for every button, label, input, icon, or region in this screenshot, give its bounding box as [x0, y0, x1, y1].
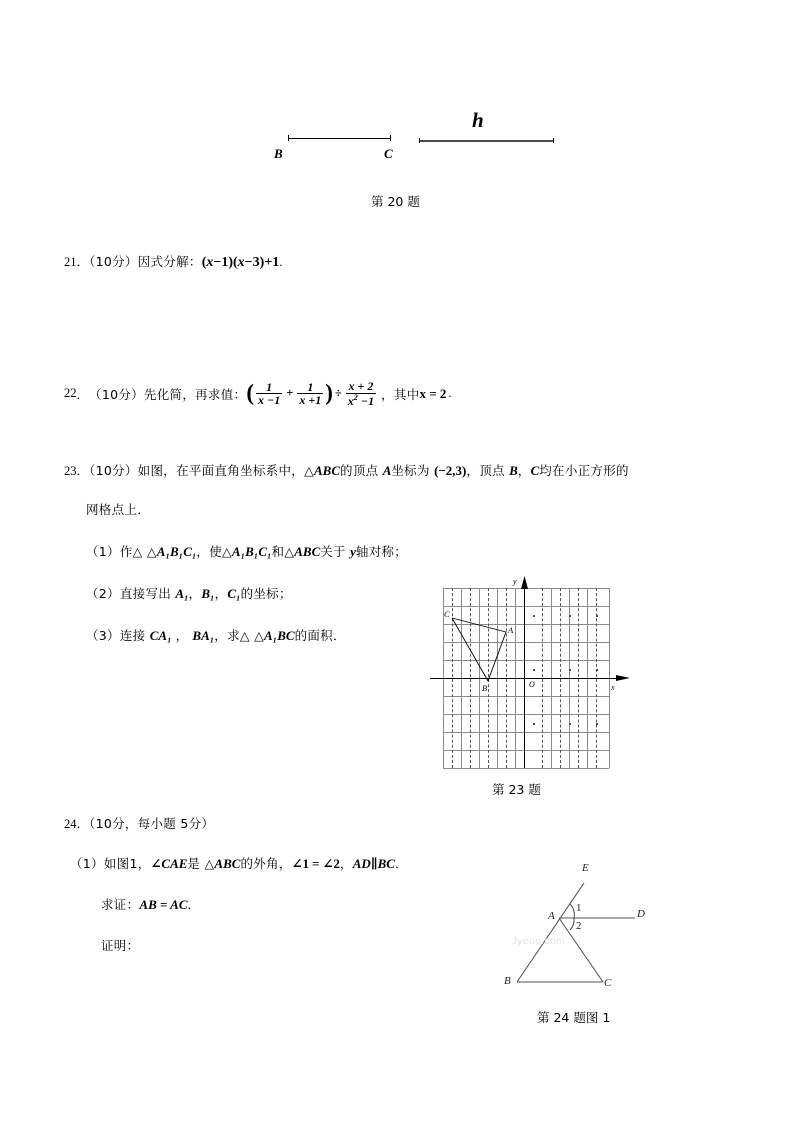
problem-23-line1d: ，顶点: [466, 463, 510, 478]
figure-point-c: C: [444, 609, 450, 619]
problem-23-line1a: 如图，在平面直角坐标系中，: [137, 463, 305, 478]
problem-21: 21．（10分）因式分解：(x−1)(x−3)+1.: [64, 254, 283, 270]
sub3-text-a: 连接: [119, 628, 150, 643]
figure-24-angle-1: 1: [576, 902, 582, 914]
problem-23-line1e: ，: [517, 463, 531, 478]
sub1-text-c: 和△: [271, 544, 295, 559]
expr-open-paren: (: [246, 380, 254, 406]
figure-24-vertex-b: B: [504, 975, 511, 987]
problem-24-prove-line: [101, 895, 494, 914]
expr-close-paren: ): [259, 255, 265, 270]
sub3-text-b: ，求△: [214, 628, 255, 643]
sub1-triangle-3: ABC: [294, 544, 321, 559]
y-axis-label: y: [513, 577, 517, 586]
problem-22-prompt: 先化简，再求值：: [143, 386, 247, 402]
expr-minus-3: −3: [244, 255, 260, 270]
problem-21-number: 21: [64, 255, 77, 269]
expr-minus-1: −1: [213, 255, 229, 270]
problem-23-points: （10分）: [89, 463, 138, 478]
figure-24-caption: 第 24 题图 1: [537, 1010, 611, 1025]
angle-1-ref: ∠1: [291, 856, 310, 871]
figure-24-watermark: Jyeoo.com: [512, 936, 565, 947]
sub2-sep-1: ，: [188, 586, 202, 601]
expr-x-2: x: [237, 255, 245, 270]
problem-22-comma: ，: [381, 386, 394, 402]
sub3-triangle-sym: △: [254, 628, 265, 643]
fraction-1: [256, 381, 282, 407]
figure-23-caption: 第 23 题: [492, 782, 541, 797]
expr-plus-1: +1: [264, 255, 280, 270]
p24-equals: =: [312, 856, 320, 871]
problem-23-line1c: 坐标为: [391, 463, 435, 478]
problem-22-where: 其中: [393, 386, 420, 402]
label-h: h: [472, 108, 484, 132]
sub2-sep-2: ，: [214, 586, 228, 601]
sub2-point-2: B₁: [201, 586, 215, 601]
origin-label: O: [529, 680, 535, 689]
sub2-point-1: A₁: [175, 586, 189, 601]
problem-24: 24．（10分，每小题 5分） （1）如图1，∠CAE是 △ABC的外角，∠1 = ∠2，AD∥BC． 求证：AB = AC． 证明：: [64, 816, 494, 955]
label-b: B: [274, 146, 283, 161]
p24-sub1-text-a: 如图1，: [103, 856, 151, 871]
p24-sub1-index: （1）: [70, 856, 104, 871]
expr-open-paren-1: (: [201, 255, 207, 270]
problem-24-proof-line: [101, 936, 494, 955]
coordinate-a: (−2,3): [434, 463, 467, 478]
segment-bc-line: [288, 138, 391, 139]
triangle-abc-shape: [430, 575, 640, 805]
label-c: C: [384, 146, 393, 161]
proof-label: 证明：: [101, 938, 140, 953]
vertex-b-label: B: [509, 463, 518, 478]
problem-22: 22 ． （10分） 先化简，再求值： ( $\frac{1}{x -1}$ + $\frac{1}{x +1}$ ) ÷ $\frac{x + 2}{x^2 -1}$ ， 其中 x = 2 .: [64, 379, 452, 408]
sub3-separator: ，: [175, 628, 189, 643]
problem-23-sub3: [86, 626, 764, 645]
figure-24-angle-2: 2: [576, 920, 582, 932]
triangle-symbol: △: [304, 463, 314, 478]
figure-24-vertex-d: D: [637, 908, 645, 920]
fraction-1-denominator: x −1: [258, 393, 281, 408]
fraction-2: [297, 381, 323, 407]
fraction-2-numerator: 1: [307, 379, 314, 394]
problem-23: 23．（10分）如图，在平面直角坐标系中，△ABC的顶点 A坐标为 (−2,3)，顶点 B，C均在小正方形的 网格点上． （1）作△ △A₁B₁C₁，使△A₁B₁C₁和△ABC关于 y轴对称； （2）直接写出 A₁，B₁，C₁的坐标； （3）连接 CA₁ ， BA₁，求△ △A₁BC的面积．: [64, 463, 764, 645]
problem-23-line1b: 的顶点: [340, 463, 383, 478]
problem-21-points: （10分）: [89, 254, 138, 269]
p24-sub1-comma: ，: [339, 856, 353, 871]
x-axis-label: x: [611, 683, 615, 692]
problem-21-expression: [201, 255, 283, 270]
segment-h-line: [419, 140, 554, 142]
figure-20: [0, 0, 794, 220]
parallel-statement: AD∥BC: [352, 856, 395, 871]
problem-21-period: .: [279, 255, 283, 269]
figure-23-coordinate-grid: [430, 575, 640, 805]
figure-24-vertex-c: C: [604, 977, 612, 989]
sub1-index: （1）: [86, 544, 120, 559]
sub2-index: （2）: [86, 586, 120, 601]
expr-x-1: x: [206, 255, 214, 270]
problem-24-points: （10分，每小题 5分）: [89, 816, 215, 831]
p24-sub1-text-c: 的外角，: [240, 856, 292, 871]
fraction-3-den-tail: −1: [357, 393, 375, 408]
fraction-3-den-base: x: [347, 393, 354, 408]
prove-label: 求证：: [101, 897, 140, 912]
sub1-axis: y: [350, 544, 356, 559]
segment-bc-left-tick: [288, 135, 289, 141]
problem-23-sub1: [86, 542, 764, 561]
expr-plus-operator: +: [286, 386, 294, 401]
problem-22-condition: x = 2: [419, 385, 447, 401]
problem-22-number: 22: [64, 386, 77, 401]
p24-sub1-period: ．: [394, 856, 408, 871]
figure-24-vertex-e: E: [582, 862, 589, 874]
problem-21-prompt: 因式分解：: [137, 254, 202, 269]
figure-24-triangle: [490, 860, 675, 1050]
sub3-segment-2: BA₁: [192, 628, 215, 643]
sub1-triangle-1: A₁B₁C₁: [156, 544, 197, 559]
segment-bc-right-tick: [390, 135, 391, 141]
problem-22-period: .: [448, 386, 452, 401]
problem-23-line1f: 均在小正方形的: [539, 463, 629, 478]
sub3-segment-1: CA₁: [149, 628, 172, 643]
triangle-abc-label: ABC: [314, 463, 341, 478]
fraction-3-denominator: [346, 393, 376, 408]
sub1-text-e: 轴对称；: [355, 544, 408, 559]
expr-divide-operator: ÷: [334, 386, 342, 401]
sub3-triangle: A₁BC: [264, 628, 295, 643]
p24-triangle-abc: ABC: [214, 856, 241, 871]
problem-23-number: 23: [64, 464, 77, 478]
figure-point-b: B: [482, 683, 488, 693]
sub1-triangle-sym: △: [146, 544, 157, 559]
problem-23-line2: 网格点上．: [86, 502, 151, 517]
vertex-c-label: C: [530, 463, 540, 478]
fraction-2-denominator: x +1: [299, 393, 322, 408]
prove-period: ．: [187, 897, 201, 912]
sub3-index: （3）: [86, 628, 120, 643]
fraction-3: [346, 380, 376, 407]
problem-23-sub2: [86, 584, 764, 603]
p24-sub1-text-b: 是 △: [187, 856, 215, 871]
fraction-3-numerator: x + 2: [348, 379, 374, 393]
sub2-text-a: 直接写出: [119, 586, 176, 601]
sub1-text-a: 作△: [119, 544, 147, 559]
figure-24-vertex-a: A: [548, 910, 555, 922]
problem-24-sub1: [70, 854, 494, 873]
expr-mid-paren: )(: [228, 255, 238, 270]
sub1-triangle-2: A₁B₁C₁: [231, 544, 272, 559]
sub2-text-b: 的坐标；: [240, 586, 292, 601]
problem-22-points: （10分）: [89, 386, 144, 402]
prove-statement: AB = AC: [139, 897, 188, 912]
fraction-1-numerator: 1: [266, 379, 273, 394]
segment-h-right-tick: [553, 138, 554, 143]
angle-cae-label: ∠CAE: [150, 856, 188, 871]
sub3-text-c: 的面积．: [294, 628, 346, 643]
vertex-a-label: A: [382, 463, 392, 478]
problem-24-number: 24: [64, 817, 77, 831]
sub1-text-d: 关于: [320, 544, 351, 559]
sub1-text-b: ，使△: [196, 544, 232, 559]
figure-20-caption: 第 20 题: [371, 194, 420, 209]
fraction-3-den-exponent: 2: [353, 392, 358, 402]
angle-2-ref: ∠2: [322, 856, 340, 871]
sub2-point-3: C₁: [227, 586, 241, 601]
figure-point-a: A: [508, 625, 514, 635]
expr-close-paren: ): [325, 380, 333, 406]
segment-h-left-tick: [419, 138, 420, 143]
